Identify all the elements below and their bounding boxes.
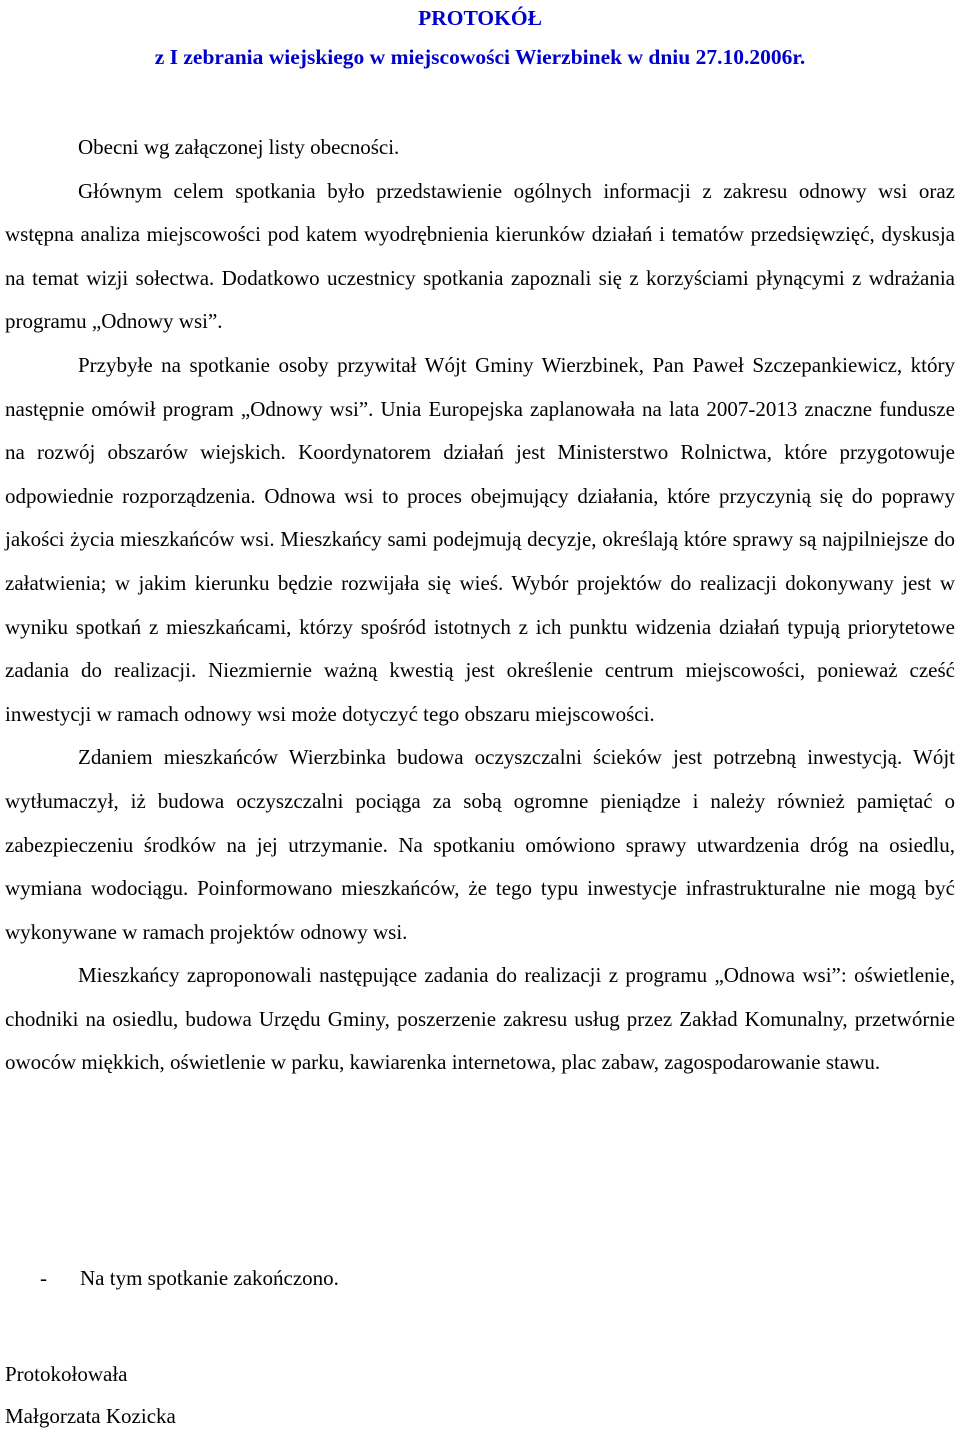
closing-line xyxy=(40,1263,339,1293)
document-subtitle: z I zebrania wiejskiego w miejscowości Wierzbinek w dniu 27.10.2006r. xyxy=(154,45,806,69)
signature-name: Małgorzata Kozicka xyxy=(5,1404,176,1428)
closing-dash: - xyxy=(40,1266,47,1290)
document-title: PROTOKÓŁ xyxy=(418,6,542,30)
paragraph-3: Zdaniem mieszkańców Wierzbinka budowa oczyszczalni ścieków jest potrzebną inwestycją. Wójt wytłumaczył, iż budowa oczyszczalni pociąga za sobą ogromne pieniądze i należy również pamiętać o zabezpieczeniu środków na jej utrzymanie. Na spotkaniu omówiono sprawy utwardzenia dróg na osiedlu, wymiana wodociągu. Poinformowano mieszkańców, że tego typu inwestycje infrastrukturalne nie mogą być wykonywane w ramach projektów odnowy wsi. xyxy=(5,745,955,944)
closing-text: Na tym spotkanie zakończono. xyxy=(80,1266,339,1290)
paragraph-2: Przybyłe na spotkanie osoby przywitał Wójt Gminy Wierzbinek, Pan Paweł Szczepankiewicz, który następnie omówił program „Odnowy wsi”. Unia Europejska zaplanowała na lata 2007-2013 znaczne fundusze na rozwój obszarów wiejskich. Koordynatorem działań jest Ministerstwo Rolnictwa, które przygotowuje odpowiednie rozporządzenia. Odnowa wsi to proces obejmujący działania, które przyczynią się do poprawy jakości życia mieszkańców wsi. Mieszkańcy sami podejmują decyzje, określają które sprawy są najpilniejsze do załatwienia; w jakim kierunku będzie rozwijała się wieś. Wybór projektów do realizacji dokonywany jest w wyniku spotkań z mieszkańcami, którzy spośród istotnych z ich punktu widzenia działań typują priorytetowe zadania do realizacji. Niezmiernie ważną kwestią jest określenie centrum miejscowości, ponieważ cześć inwestycji w ramach odnowy wsi może dotyczyć tego obszaru miejscowości. xyxy=(5,352,955,726)
paragraph-1: Głównym celem spotkania było przedstawienie ogólnych informacji z zakresu odnowy wsi oraz wstępna analiza miejscowości pod katem wyodrębnienia kierunków działań i tematów przedsięwzięć, dyskusja na temat wizji sołectwa. Dodatkowo uczestnicy spotkania zapoznali się z korzyściami płynącymi z wdrażania programu „Odnowy wsi”. xyxy=(5,178,955,334)
document-body xyxy=(5,126,955,1085)
paragraph-4: Mieszkańcy zaproponowali następujące zadania do realizacji z programu „Odnowa wsi”: oświetlenie, chodniki na osiedlu, budowa Urzędu Gminy, poszerzenie zakresu usług przez Zakład Komunalny, przetwórnie owoców miękkich, oświetlenie w parku, kawiarenka internetowa, plac zabaw, zagospodarowanie stawu. xyxy=(5,963,955,1075)
signature-role: Protokołowała xyxy=(5,1362,128,1386)
attendance-line: Obecni wg załączonej listy obecności. xyxy=(78,135,400,159)
signature-block xyxy=(5,1353,176,1437)
